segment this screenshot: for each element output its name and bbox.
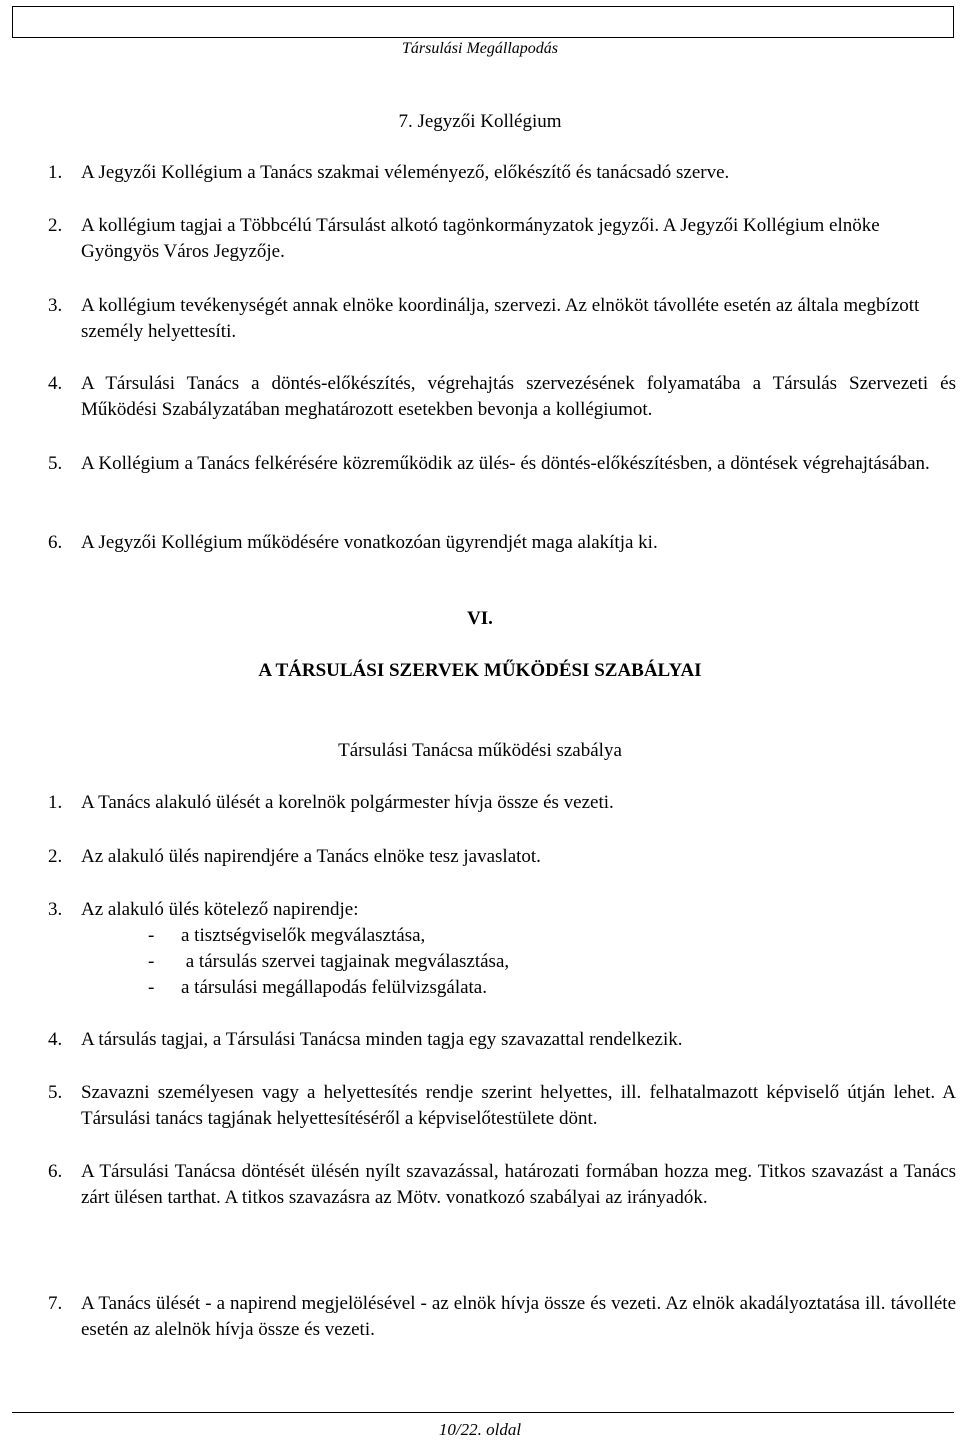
item-text: A Kollégium a Tanács felkérésére közreműködik az ülés- és döntés-előkészítésben, a döntések végrehajtásában. xyxy=(81,453,930,474)
item-number: 5. xyxy=(48,453,63,474)
list-item xyxy=(48,790,956,816)
running-header: Társulási Megállapodás xyxy=(401,40,558,57)
item-text: Az alakuló ülés napirendjére a Tanács elnöke tesz javaslatot. xyxy=(81,846,541,867)
sub-item-text: a társulás szervei tagjainak megválasztása, xyxy=(181,951,510,972)
item-number: 2. xyxy=(48,215,63,236)
list-item xyxy=(48,1080,956,1132)
item-number: 3. xyxy=(48,899,63,920)
item-number: 7. xyxy=(48,1293,63,1314)
dash-marker: - xyxy=(148,977,155,998)
header-frame xyxy=(12,6,954,38)
item-text: Az alakuló ülés kötelező napirendje: xyxy=(81,899,359,920)
item-text: A Jegyzői Kollégium a Tanács szakmai véleményező, előkészítő és tanácsadó szerve. xyxy=(81,162,730,183)
list-item xyxy=(48,844,956,870)
item-number: 3. xyxy=(48,295,63,316)
item-text: A Tanács alakuló ülését a korelnök polgármester hívja össze és vezeti. xyxy=(81,792,614,813)
list-item xyxy=(48,897,956,923)
chapter-title: A TÁRSULÁSI SZERVEK MŰKÖDÉSI SZABÁLYAI xyxy=(258,660,702,681)
item-number: 6. xyxy=(48,532,63,553)
list-item xyxy=(48,1291,956,1343)
sub-item-text: a társulási megállapodás felülvizsgálata. xyxy=(181,977,487,998)
sub-item-text: a tisztségviselők megválasztása, xyxy=(181,925,426,946)
item-text: A Tanács ülését - a napirend megjelölésével - az elnök hívja össze és vezeti. Az elnök akadályoztatása ill. távolléte esetén az alelnök hívja össze és vezeti. xyxy=(81,1293,956,1340)
dash-marker: - xyxy=(148,925,155,946)
chapter-subtitle: Társulási Tanácsa működési szabálya xyxy=(338,740,622,761)
item-text: A Jegyzői Kollégium működésére vonatkozóan ügyrendjét maga alakítja ki. xyxy=(81,532,658,553)
item-number: 2. xyxy=(48,846,63,867)
item-text: A Társulási Tanács a döntés-előkészítés, végrehajtás szervezésének folyamatába a Társulás Szervezeti és Működési Szabályzatában meghatározott esetekben bevonja a kollégiumot. xyxy=(81,373,956,420)
section-heading: 7. Jegyzői Kollégium xyxy=(398,111,562,132)
item-number: 5. xyxy=(48,1082,63,1103)
item-text: A kollégium tevékenységét annak elnöke koordinálja, szervezi. Az elnököt távolléte esetén az általa megbízott személy helyettesíti. xyxy=(81,295,920,342)
item-text: Szavazni személyesen vagy a helyettesítés rendje szerint helyettes, ill. felhatalmazott képviselő útján lehet. A Társulási tanács tagjának helyettesítéséről a képviselőtestülete dönt. xyxy=(81,1082,956,1129)
item-number: 1. xyxy=(48,162,63,183)
item-number: 6. xyxy=(48,1161,63,1182)
list-item xyxy=(48,1027,956,1053)
item-number: 4. xyxy=(48,1029,63,1050)
list-item xyxy=(48,371,956,423)
list-item xyxy=(48,213,956,265)
dash-marker: - xyxy=(148,951,155,972)
item-number: 1. xyxy=(48,792,63,813)
page-number: 10/22. oldal xyxy=(438,1420,522,1439)
chapter-number: VI. xyxy=(467,608,493,629)
item-text: A kollégium tagjai a Többcélú Társulást alkotó tagönkormányzatok jegyzői. A Jegyzői Kollégium elnöke Gyöngyös Város Jegyzője. xyxy=(81,215,880,262)
item-text: A társulás tagjai, a Társulási Tanácsa minden tagja egy szavazattal rendelkezik. xyxy=(81,1029,683,1050)
list-item xyxy=(48,530,956,556)
item-number: 4. xyxy=(48,373,63,394)
list-item xyxy=(48,293,956,345)
list-item xyxy=(48,160,956,186)
item-text: A Társulási Tanácsa döntését ülésén nyílt szavazással, határozati formában hozza meg. Titkos szavazást a Tanács zárt ülésen tarthat. A titkos szavazásra az Mötv. vonatkozó szabályai az irányadók. xyxy=(81,1161,956,1208)
list-item xyxy=(48,451,956,477)
list-item xyxy=(48,1159,956,1211)
footer-divider xyxy=(12,1412,954,1413)
